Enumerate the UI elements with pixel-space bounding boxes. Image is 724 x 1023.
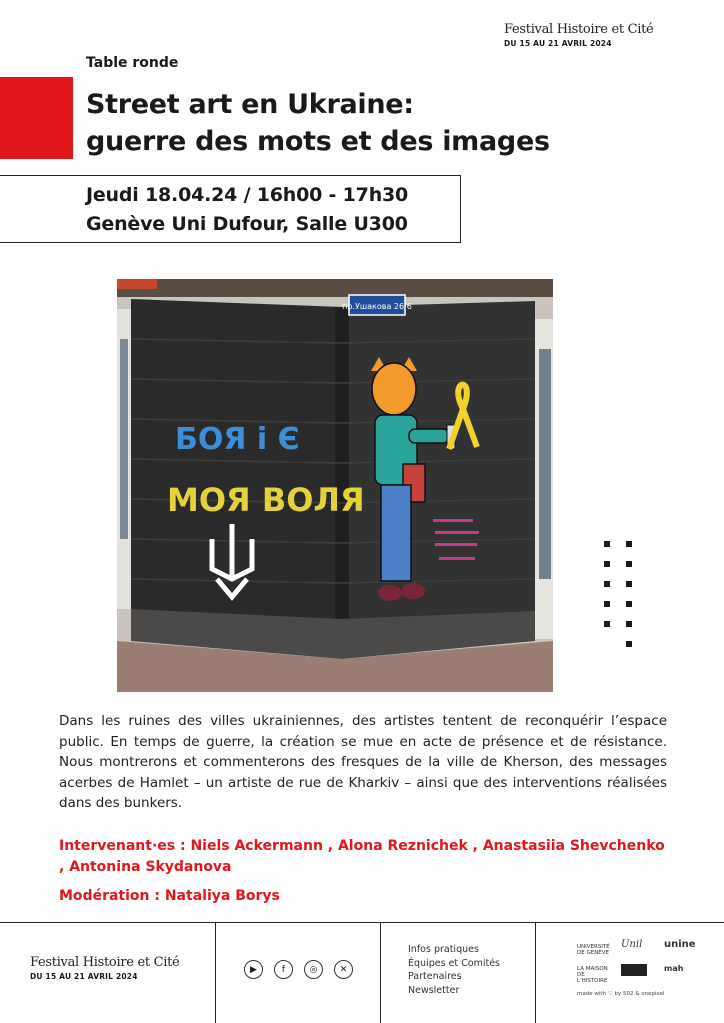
logo-dark-box[interactable] — [621, 964, 647, 976]
logo-unige[interactable]: UNIVERSITÉ DE GENÈVE — [577, 944, 610, 956]
footer-links — [408, 943, 500, 997]
youtube-icon[interactable]: ▶ — [244, 960, 263, 979]
event-venue: Genève Uni Dufour, Salle U300 — [86, 213, 408, 235]
event-datetime: Jeudi 18.04.24 / 16h00 - 17h30 — [86, 184, 409, 206]
festival-brand-header[interactable] — [504, 22, 664, 48]
event-title-line-1: Street art en Ukraine: — [86, 89, 414, 120]
event-title — [86, 86, 550, 160]
x-icon[interactable]: ✕ — [334, 960, 353, 979]
instagram-icon[interactable]: ◎ — [304, 960, 323, 979]
street-sign-text: пр.Ушакова 26/6 — [342, 302, 412, 311]
event-description: Dans les ruines des villes ukrainiennes, des artistes tentent de reconquérir l’espace public. En temps de guerre, la création se mue en acte de présence et de résistance. Nous montrerons et commenterons des fresques de la ville de Kherson, des messages acerbes de Hamlet – un artiste de rue de Kharkiv – ainsi que des interventions réalisées dans des bunkers. — [59, 713, 667, 811]
made-with-credit[interactable]: made with ♡ by 502 & onepixel — [577, 991, 665, 997]
social-links — [244, 960, 353, 979]
footer-links-column — [381, 923, 536, 1023]
event-kind: Table ronde — [86, 55, 179, 71]
logo-mah[interactable]: mah — [664, 964, 684, 973]
facebook-icon[interactable]: f — [274, 960, 293, 979]
footer-link-infos[interactable]: Infos pratiques — [408, 944, 479, 955]
red-accent-block — [0, 77, 73, 159]
mural-text-line-2: МОЯ ВОЛЯ — [167, 481, 365, 519]
footer-link-partenaires[interactable]: Partenaires — [408, 971, 462, 982]
street-art-photo — [117, 279, 553, 692]
logo-unil[interactable]: Unil — [621, 939, 643, 950]
footer — [0, 922, 724, 1023]
logo-maison-histoire[interactable]: LA MAISON DE L'HISTOIRE — [577, 966, 608, 984]
footer-festival-brand[interactable] — [30, 955, 179, 981]
festival-name: Festival Histoire et Cité — [504, 22, 654, 37]
footer-brand-column — [0, 923, 216, 1023]
footer-link-newsletter[interactable]: Newsletter — [408, 984, 460, 996]
footer-social-column — [216, 923, 381, 1023]
footer-link-equipes[interactable]: Équipes et Comités — [408, 957, 500, 969]
festival-dates: DU 15 AU 21 AVRIL 2024 — [504, 39, 612, 48]
moderation: Modération : Nataliya Borys — [59, 888, 280, 904]
footer-festival-dates: DU 15 AU 21 AVRIL 2024 — [30, 972, 138, 981]
footer-festival-name: Festival Histoire et Cité — [30, 955, 180, 970]
mural-text-line-1: БОЯ і Є — [175, 422, 300, 457]
logo-unine[interactable]: unine — [664, 939, 696, 950]
event-title-line-2: guerre des mots et des images — [86, 126, 550, 157]
speakers-list: Intervenant·es : Niels Ackermann , Alona Reznichek , Anastasiia Shevchenko , Antonina Skydanova — [59, 838, 665, 875]
